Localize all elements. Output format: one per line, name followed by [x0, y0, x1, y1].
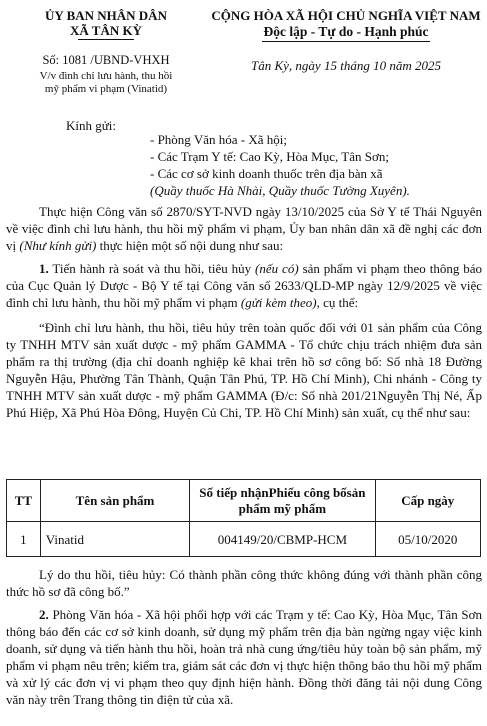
cell-tt: 1	[7, 522, 41, 557]
issuer-line2: XÃ TÂN KỲ	[70, 23, 142, 38]
national-motto-block	[208, 8, 484, 42]
recipient-item: - Các cơ sở kinh doanh thuốc trên địa bàn xã	[150, 166, 383, 181]
paragraph-intro	[6, 203, 482, 254]
recipient-item: - Phòng Văn hóa - Xã hội;	[150, 132, 287, 147]
motto: Độc lập - Tự do - Hạnh phúc	[263, 24, 429, 39]
col-header-date: Cấp ngày	[375, 480, 480, 522]
intro-text: Thực hiện Công văn số 2870/SYT-NVD ngày 13/10/2025 của Sở Y tế Thái Nguyên về việc đình chỉ lưu hành, thu hồi mỹ phẩm vi phạm, Ủy ban nhân dân xã đề nghị các đơn vị	[6, 204, 482, 253]
intro-text-end: thực hiện một số nội dung như sau:	[96, 238, 284, 253]
item1-italic: (nếu có)	[255, 261, 299, 276]
item2-text: Phòng Văn hóa - Xã hội phối hợp với các Trạm y tế: Cao Kỳ, Hòa Mục, Tân Sơn thông báo đến các cơ sở kinh doanh, sử dụng mỹ phẩm trên địa bàn ngừng ngay việc kinh doanh, sử dụng và tiến hành thu hồi, hoàn trả nhà cung ứng/tiêu hủy toàn bộ sản phẩm, mỹ phẩm vi phạm nêu trên; kiểm tra, giám sát các đơn vị thực hiện thông báo thu hồi mỹ phẩm và xử lý các đơn vị vi phạm theo quy định hiện hành. Đồng thời đăng tải nội dung Công văn này trên Trang thông tin điện tử của xã.	[6, 607, 482, 707]
product-table	[6, 479, 481, 557]
item-number: 2.	[39, 607, 49, 622]
paragraph-item-2	[6, 606, 482, 708]
item1-text-mid: sản phẩm vi phạm theo thông báo của Cục Quản lý Dược - Bộ Y tế tại Công văn số 2633/QLD-MP ngày 12/9/2025 về việc đình chỉ lưu hành, thu hồi mỹ phẩm vi phạm	[6, 261, 482, 310]
col-header-registration: Số tiếp nhậnPhiếu công bốsản phẩm mỹ phẩm	[190, 480, 375, 522]
issuer-line1: ỦY BAN NHÂN DÂN	[45, 8, 167, 23]
document-subject	[6, 70, 206, 96]
cell-registration: 004149/20/CBMP-HCM	[190, 522, 375, 557]
issuer-underline	[78, 39, 134, 40]
paragraph-item-1	[6, 260, 482, 311]
subject-line1: V/v đình chỉ lưu hành, thu hồi	[39, 70, 173, 82]
col-header-product: Tên sản phẩm	[40, 480, 189, 522]
paragraph-quote: “Đình chỉ lưu hành, thu hồi, tiêu hủy trên toàn quốc đối với 01 sản phẩm của Công ty TNHH MTV sản xuất dược - mỹ phẩm GAMMA - Tổ chức chịu trách nhiệm đưa sản phẩm ra thị trường (địa chỉ doanh nghiệp kê khai trên hồ sơ công bố: Số nhà 18 Đường Nguyễn Hậu, Phường Tân Thành, Quận Tân Phú, TP. Hồ Chí Minh), Chi nhánh - Công ty TNHH MTV sản xuất dược - mỹ phẩm GAMMA (Đ/c: Số nhà 201/21Nguyễn Thị Né, Ấp Phú Hiệp, Xã Phú Hòa Đông, Huyện Củ Chi, TP. Hồ Chí Minh) sản xuất, cụ thể như sau:	[6, 320, 482, 420]
cell-date: 05/10/2020	[375, 522, 480, 557]
document-date: Tân Kỳ, ngày 15 tháng 10 năm 2025	[251, 58, 441, 73]
item-number: 1.	[39, 261, 49, 276]
motto-underline	[262, 41, 430, 42]
table-header-row	[7, 480, 481, 522]
country-name: CỘNG HÒA XÃ HỘI CHỦ NGHĨA VIỆT NAM	[211, 8, 481, 23]
col-header-tt: TT	[7, 480, 41, 522]
item1-text: Tiến hành rà soát và thu hồi, tiêu hủy	[48, 261, 256, 276]
item1-italic-attached: (gửi kèm theo)	[240, 295, 317, 310]
table-row	[7, 522, 481, 557]
recipient-item: - Các Trạm Y tế: Cao Kỳ, Hòa Mục, Tân Sơn;	[150, 149, 389, 164]
recipients-label: Kính gửi:	[66, 118, 117, 133]
cell-product: Vinatid	[40, 522, 189, 557]
subject-line2: mỹ phẩm vi phạm (Vinatid)	[44, 83, 168, 95]
recipient-item: (Quầy thuốc Hà Nhài, Quầy thuốc Tường Xuyên).	[150, 183, 410, 198]
issuer-block	[6, 8, 206, 40]
recipients-list	[150, 131, 480, 199]
paragraph-reason: Lý do thu hồi, tiêu hủy: Có thành phần công thức không đúng với thành phần công thức hồ sơ đã công bố.”	[6, 567, 482, 599]
intro-italic: (Như kính gửi)	[19, 238, 97, 253]
document-number: Số: 1081 /UBND-VHXH	[42, 53, 170, 67]
item1-text-end: , cụ thể:	[316, 295, 359, 310]
